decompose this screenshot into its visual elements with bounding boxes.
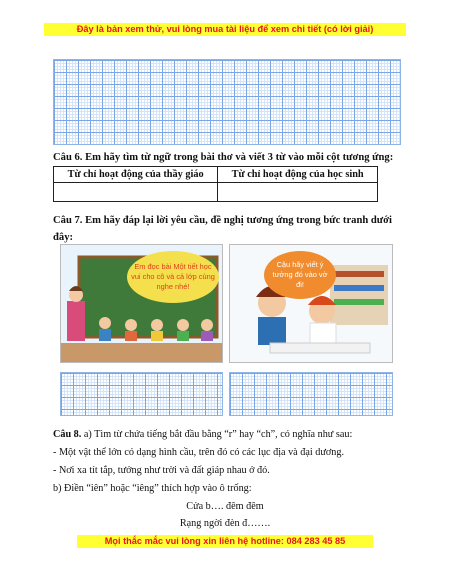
question-6-label: Câu 6. [53,152,83,163]
question-7-label: Câu 7. [53,215,83,226]
speech-bubble-student: Cậu hãy viết ý tưởng đó vào vở đi! [264,251,336,299]
question-6-text: Em hãy tìm từ ngữ trong bài thơ và viết 3 từ vào mỗi cột tương ứng: [85,152,394,163]
hotline-banner: Mọi thắc mắc vui lòng xin liên hệ hotline: 084 283 45 85 [77,535,373,548]
table-cell-teacher[interactable] [54,183,218,202]
question-6 [53,150,393,165]
preview-banner: Đây là bản xem thử, vui lòng mua tài liệu để xem chi tiết (có lời giải) [44,23,406,36]
question-8-part-a: a) Tìm từ chứa tiếng bắt đầu bằng “r” hay “ch”, có nghĩa như sau: [83,429,353,440]
writing-grid-right [229,372,393,416]
writing-grid-top [53,59,401,145]
table-header-student: Từ chỉ hoạt động của học sinh [218,167,378,183]
students-picture [229,244,393,363]
question-7 [53,212,398,246]
speech-bubble-teacher: Em đọc bài Một tiết học vui cho cô và cả lớp cùng nghe nhé! [127,251,219,303]
question-8-part-b: b) Điền “iên” hoặc “iêng” thích hợp vào ô trống: [53,483,252,494]
table-header-teacher: Từ chỉ hoạt động của thầy giáo [54,167,218,183]
writing-grid-left [60,372,223,416]
poem-line-1: Cửa b…. đêm đêm [186,501,264,512]
answer-table [53,166,378,202]
question-8-intro [53,428,352,442]
question-8-item-1: - Một vật thể lớn có dạng hình cầu, trên đó có các lục địa và đại dương. [53,447,344,458]
table-cell-student[interactable] [218,183,378,202]
question-8-item-2: - Nơi xa tít tắp, tưởng như trời và đất giáp nhau ở đó. [53,465,270,476]
question-8-label: Câu 8. [53,429,82,440]
question-7-text: Em hãy đáp lại lời yêu cầu, đề nghị tương ứng trong bức tranh dưới đây: [53,215,392,243]
classroom-picture [60,244,223,363]
poem-line-2: Rạng ngời đèn đ……. [179,518,271,529]
